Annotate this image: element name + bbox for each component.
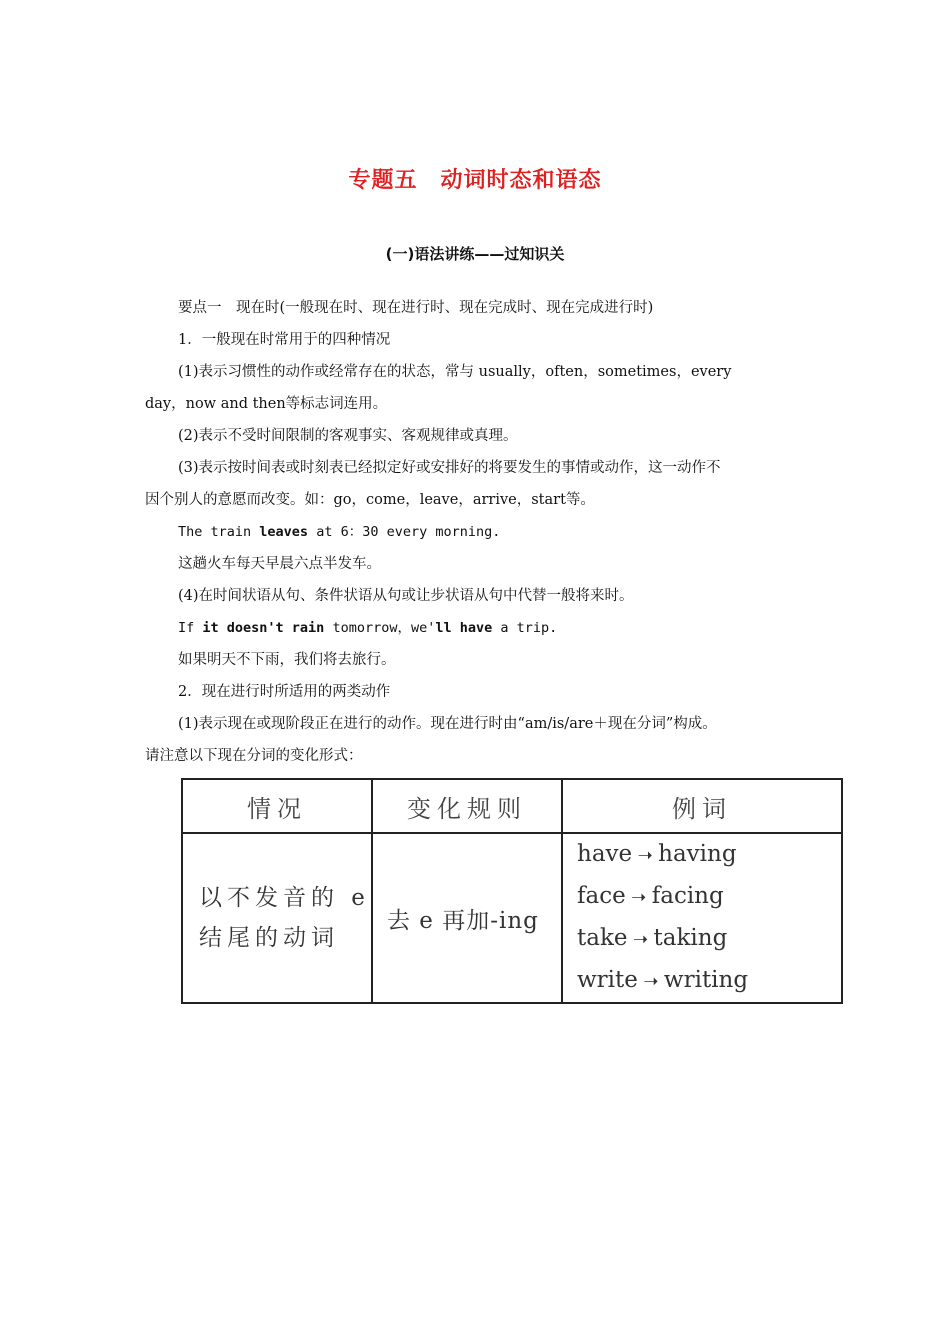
examples-cell — [562, 833, 842, 1003]
example-sentence-1 — [178, 522, 500, 542]
paragraph-1a: (1)表示习惯性的动作或经常存在的状态，常与 usually，often，sometimes，every — [178, 364, 732, 380]
example-2-if: If — [178, 620, 203, 636]
arrow-right-icon: ➝ — [637, 845, 653, 866]
case-line-2: 结尾的动词 — [199, 925, 339, 951]
arrow-right-icon: ➝ — [631, 887, 647, 908]
paragraph-1b: day，now and then等标志词连用。 — [145, 396, 388, 412]
header-examples: 例词 — [562, 779, 842, 833]
paragraph-3b: 因个别人的意愿而改变。如：go，come，leave，arrive，start等。 — [145, 492, 595, 508]
example-2-clause: it doesn't rain — [202, 620, 325, 636]
paragraph-3a: (3)表示按时间表或时刻表已经拟定好或安排好的将要发生的事情或动作，这一动作不 — [178, 460, 721, 476]
point-2-heading: 2．现在进行时所适用的两类动作 — [178, 684, 391, 700]
example-sentence-2 — [178, 618, 557, 638]
example-1-translation: 这趟火车每天早晨六点半发车。 — [178, 556, 381, 572]
example-2-post: a trip. — [492, 620, 558, 636]
paragraph-5b: 请注意以下现在分词的变化形式： — [145, 748, 363, 764]
case-cell — [182, 833, 372, 1003]
example-word: take ➝ taking — [577, 918, 841, 960]
paragraph-5a: (1)表示现在或现阶段正在进行的动作。现在进行时由“am/is/are＋现在分词”构成。 — [178, 716, 717, 732]
example-1-post: at 6：30 every morning. — [308, 524, 501, 540]
example-word: face ➝ facing — [577, 876, 841, 918]
point-1-heading: 1．一般现在时常用于的四种情况 — [178, 332, 391, 348]
rule-cell: 去 e 再加-ing — [372, 833, 562, 1003]
arrow-right-icon: ➝ — [643, 971, 659, 992]
paragraph-4: (4)在时间状语从句、条件状语从句或让步状语从句中代替一般将来时。 — [178, 588, 634, 604]
header-rule: 变化规则 — [372, 779, 562, 833]
table-header-row — [182, 779, 842, 833]
case-line-1: 以不发音的 e — [199, 885, 370, 911]
example-word: have ➝ having — [577, 834, 841, 876]
example-2-main-verb: ll have — [435, 620, 493, 636]
section-subtitle: (一)语法讲练——过知识关 — [385, 245, 565, 263]
paragraph-2: (2)表示不受时间限制的客观事实、客观规律或真理。 — [178, 428, 518, 444]
example-1-pre: The train — [178, 524, 260, 540]
table-row — [182, 833, 842, 1003]
example-2-translation: 如果明天不下雨，我们将去旅行。 — [178, 652, 396, 668]
participle-rules-table — [181, 778, 843, 1004]
example-2-mid: tomorrow，we' — [324, 620, 436, 636]
page-title: 专题五 动词时态和语态 — [348, 168, 602, 193]
arrow-right-icon: ➝ — [632, 929, 649, 950]
header-case: 情况 — [182, 779, 372, 833]
example-1-verb: leaves — [259, 524, 309, 540]
key-point-heading: 要点一 现在时(一般现在时、现在进行时、现在完成时、现在完成进行时) — [178, 300, 654, 316]
example-word: write ➝ writing — [577, 960, 841, 1002]
